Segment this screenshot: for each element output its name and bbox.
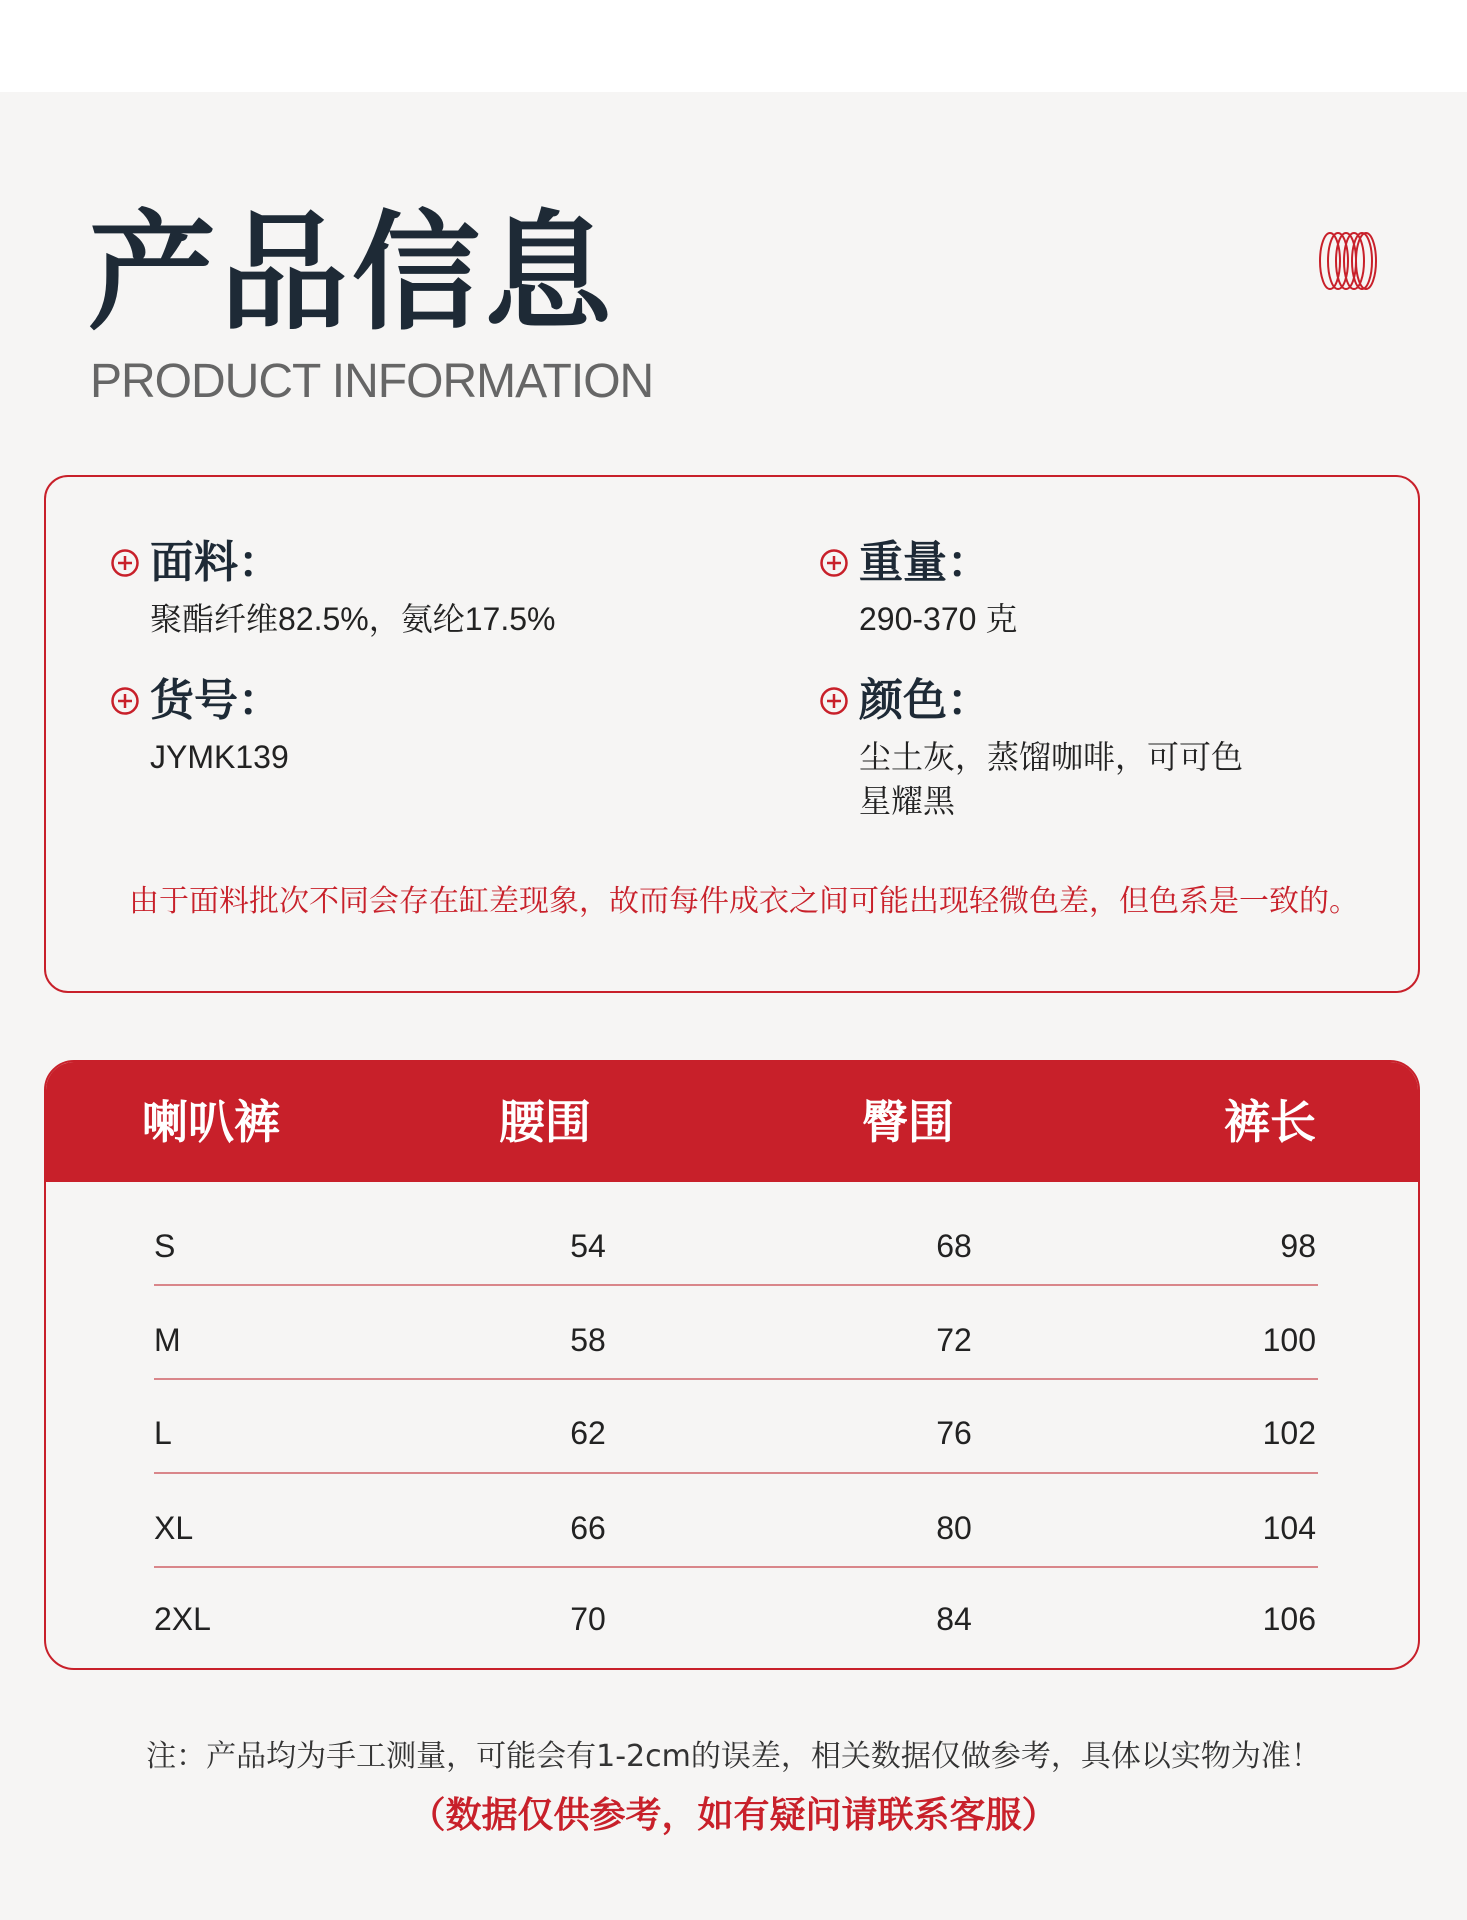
length-cell: 104 [1262,1510,1316,1546]
header-length: 裤长 [1224,1095,1316,1149]
row-divider [154,1378,1318,1380]
size-cell: S [154,1228,176,1264]
item-number-value: JYMK139 [150,739,289,775]
hip-cell: 84 [936,1601,972,1637]
plus-circle-icon [819,548,849,578]
color-value-line1: 尘土灰，蒸馏咖啡，可可色 [859,739,1244,775]
fabric-label: 面料： [150,537,282,588]
table-row [46,1387,1418,1479]
color-value-line2: 星耀黑 [859,783,956,819]
product-info-card [44,475,1420,993]
plus-circle-icon [110,686,140,716]
color-difference-note: 由于面料批次不同会存在缸差现象，故而每件成衣之间可能出现轻微色差，但色系是一致的。 [129,884,1359,919]
color-label: 颜色： [859,675,991,726]
fabric-value: 聚酯纤维82.5%，氨纶17.5% [150,601,556,637]
contact-note: （数据仅供参考，如有疑问请联系客服） [409,1795,1058,1836]
waist-cell: 70 [570,1601,606,1637]
hip-cell: 76 [936,1415,972,1451]
size-cell: 2XL [154,1601,211,1637]
size-cell: M [154,1322,181,1358]
row-divider [154,1472,1318,1474]
header-waist: 腰围 [499,1095,591,1149]
waist-cell: 62 [570,1415,606,1451]
plus-circle-icon [110,548,140,578]
weight-value: 290-370 克 [859,601,1018,637]
size-cell: XL [154,1510,194,1546]
size-table-header [46,1062,1418,1182]
weight-field [819,537,1017,641]
item-number-field [110,675,289,779]
size-table [44,1060,1420,1670]
page-title: 产品信息 [88,199,617,348]
table-row [46,1294,1418,1386]
length-cell: 102 [1262,1415,1316,1451]
plus-circle-icon [819,686,849,716]
hip-cell: 72 [936,1322,972,1358]
header-hip: 臀围 [862,1095,954,1149]
coil-icon [1318,230,1378,292]
waist-cell: 58 [570,1322,606,1358]
table-row [46,1482,1418,1574]
row-divider [154,1284,1318,1286]
page-subtitle: PRODUCT INFORMATION [90,355,654,408]
table-row [46,1573,1418,1665]
length-cell: 98 [1280,1228,1316,1264]
item-number-label: 货号： [150,675,282,726]
color-field [819,675,1243,823]
row-divider [154,1566,1318,1568]
measurement-note: 注：产品均为手工测量，可能会有1-2cm的误差，相关数据仅做参考，具体以实物为准！ [146,1739,1321,1774]
waist-cell: 66 [570,1510,606,1546]
weight-label: 重量： [859,537,991,588]
waist-cell: 54 [570,1228,606,1264]
length-cell: 106 [1262,1601,1316,1637]
hip-cell: 80 [936,1510,972,1546]
size-cell: L [154,1415,172,1451]
color-value [859,735,1243,823]
table-row [46,1200,1418,1292]
hip-cell: 68 [936,1228,972,1264]
length-cell: 100 [1262,1322,1316,1358]
header-style: 喇叭裤 [142,1095,280,1149]
fabric-field [110,537,555,641]
